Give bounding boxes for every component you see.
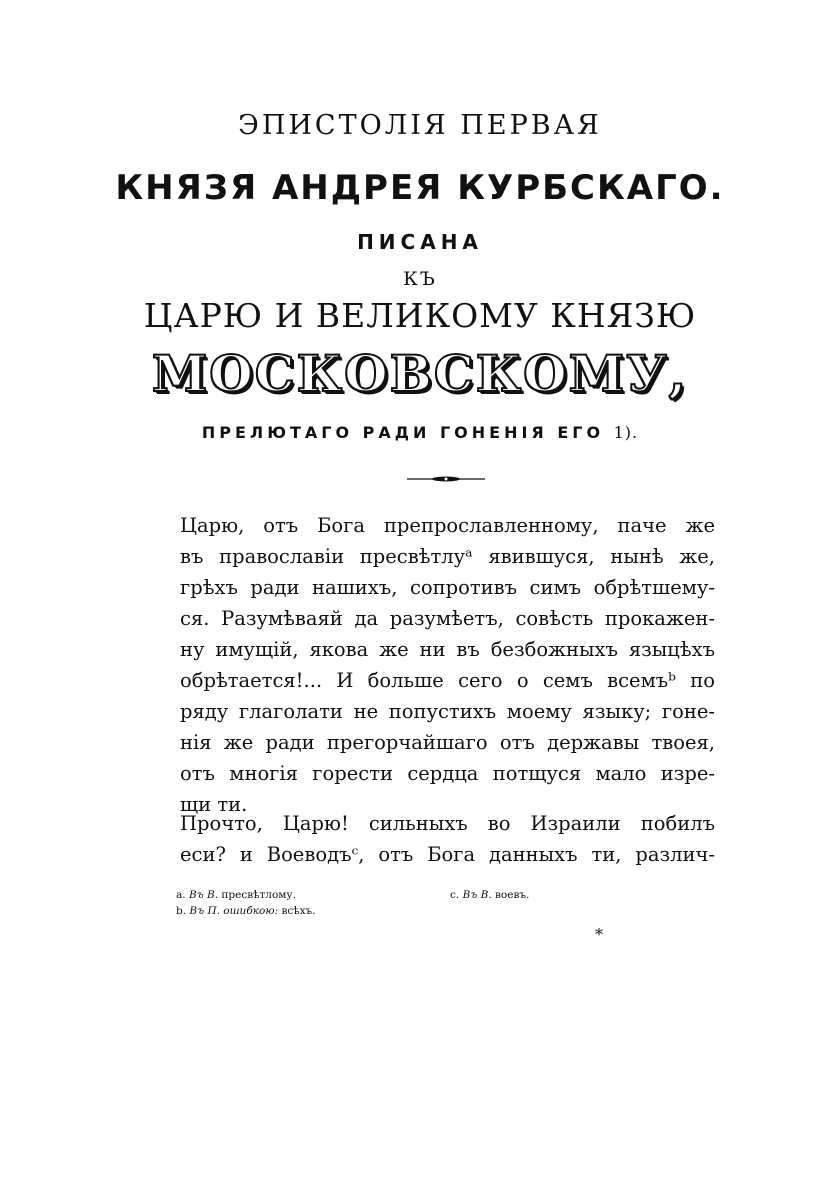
text-line: отъ многія горести сердца потщуся мало изре-	[180, 762, 715, 785]
subtitle-text: ПРЕЛЮТАГО РАДИ ГОНЕНІЯ ЕГО	[201, 423, 605, 442]
paragraph-1	[180, 510, 715, 820]
title-subtitle	[0, 423, 840, 442]
title-moscow: МОСКОВСКОМУ,	[151, 344, 689, 403]
ornament-divider-icon	[405, 473, 487, 485]
text-line: щи ти.	[180, 793, 248, 816]
text-line: обрѣтается!... И больше сего о семъ всемъᵇ по	[180, 669, 715, 692]
footnote-b-source: Въ П. ошибкою:	[189, 905, 279, 917]
footnote-b-mark: b.	[176, 905, 187, 917]
title-tsar: ЦАРЮ И ВЕЛИКОМУ КНЯЗЮ	[143, 296, 697, 335]
footnote-b	[176, 904, 316, 918]
footnote-b-text: всѣхъ.	[281, 905, 316, 917]
subtitle-note-ref: 1).	[613, 423, 639, 442]
footnote-c-text: воевъ.	[495, 889, 530, 901]
text-line: грѣхъ ради нашихъ, сопротивъ симъ обрѣтшему-	[180, 576, 715, 599]
footnote-c-source: Въ В.	[462, 889, 492, 901]
title-to: КЪ	[403, 268, 437, 290]
text-line: еси? и Воеводъᶜ, отъ Бога данныхъ ти, различ-	[180, 843, 715, 866]
text-line: ся. Разумѣваяй да разумѣетъ, совѣсть прокажен-	[180, 607, 715, 630]
footnote-a-text: пресвѣтлому.	[221, 889, 296, 901]
text-line: Царю, отъ Бога препрославленному, паче же	[180, 514, 715, 537]
text-line: ряду глаголати не попустихъ моему языку; гоне-	[180, 700, 715, 723]
text-line: ну имущій, якова же ни въ безбожныхъ языцѣхъ	[180, 638, 715, 661]
footnote-a	[176, 888, 296, 902]
paragraph-2	[180, 808, 715, 870]
text-line: въ православіи пресвѣтлуᵃ явившуся, нынѣ же,	[180, 545, 715, 568]
footnote-a-mark: a.	[176, 889, 186, 901]
signature-star-mark: *	[595, 925, 603, 944]
footnote-a-source: Въ В.	[188, 889, 219, 901]
title-written: ПИСАНА	[357, 230, 483, 254]
footnote-c	[450, 888, 529, 902]
text-line: Прочто, Царю! сильныхъ во Израили побилъ	[180, 812, 715, 835]
title-author: КНЯЗЯ АНДРЕЯ КУРБСКАГО.	[115, 168, 725, 208]
title-epistle: ЭПИСТОЛІЯ ПЕРВАЯ	[238, 110, 602, 141]
footnote-c-mark: c.	[450, 889, 460, 901]
text-line: нія же ради прегорчайшаго отъ державы твоея,	[180, 731, 715, 754]
